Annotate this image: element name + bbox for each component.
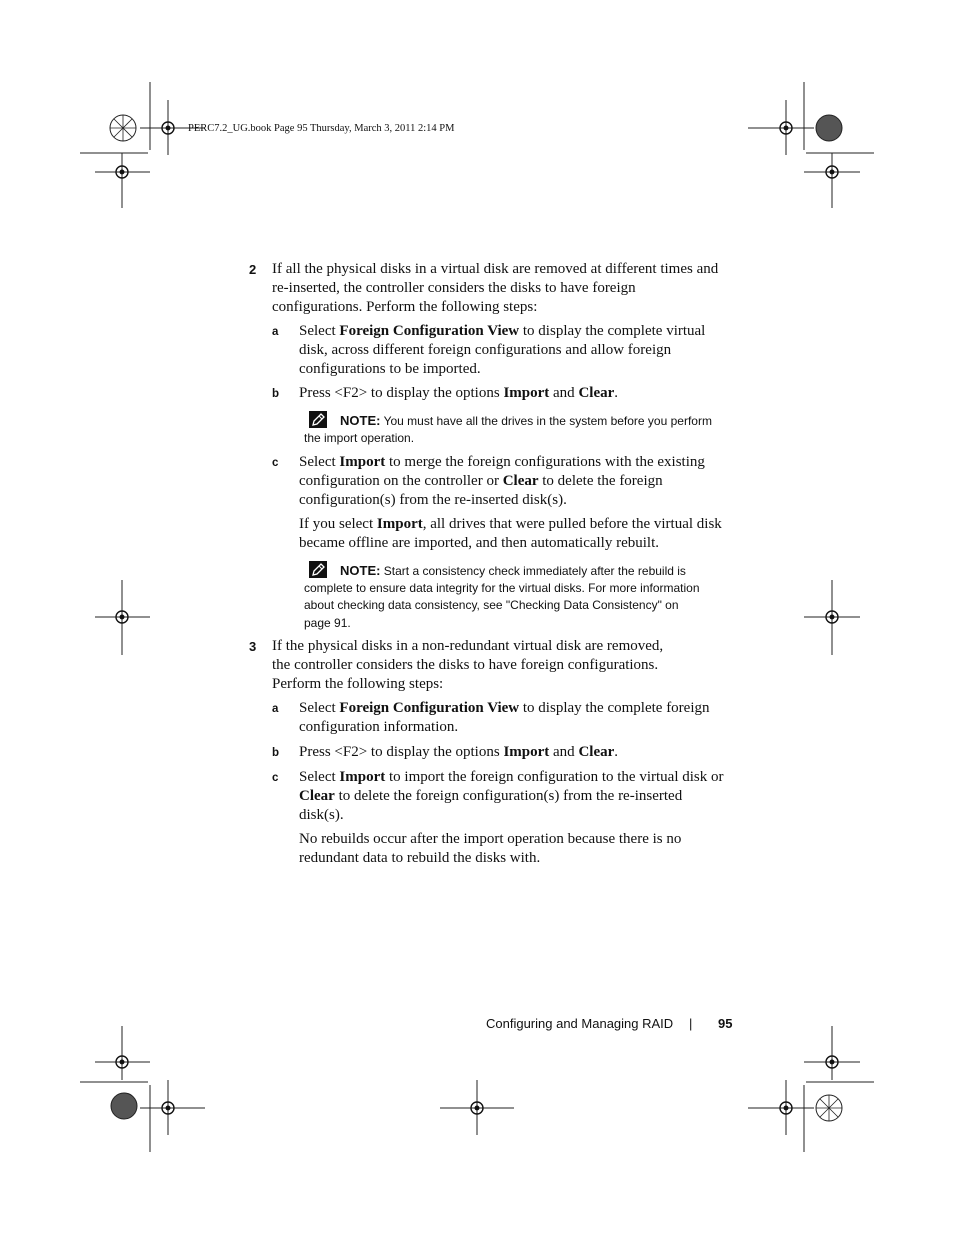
footer-separator: | [689,1016,693,1031]
note-1: NOTE: You must have all the drives in the system before you perform the import operation. [304,413,712,446]
ui-term: Import [503,385,550,401]
ui-term: Import [503,744,550,760]
ui-term: Clear [502,473,539,489]
substep-letter: b [272,747,280,759]
substep-2b-text: Press <F2> to display the options Import and Clear. [299,385,619,401]
substep-letter: c [272,457,279,469]
substep-3c-followup: No rebuilds occur after the import operation because there is no redundant data to rebuild the disks with. [299,831,682,866]
note-2: NOTE: Start a consistency check immediately after the rebuild is complete to ensure data integrity for the virtual disks. For more information about checking data consistency, see "Checking Data Consistency" on page 91. [304,563,700,630]
text-line: If all the physical disks in a virtual disk are removed at different times and [272,261,719,277]
step-number: 3 [249,639,257,654]
note-label: NOTE: [340,563,381,578]
substep-2a-text: Select Foreign Configuration View to display the complete virtual disk, across different foreign configurations and allow foreign configurations to be imported. [299,323,706,377]
ui-term: Foreign Configuration View [339,700,520,716]
ui-term: Import [339,454,386,470]
ui-term: Foreign Configuration View [339,323,520,339]
substep-3c-text: Select Import to import the foreign configuration to the virtual disk or Clear to delete the foreign configuration(s) from the re-inserted disk(s). [299,769,724,823]
text-line: If the physical disks in a non-redundant virtual disk are removed, [272,638,664,654]
substep-letter: a [272,703,279,715]
substep-letter: b [272,388,280,400]
text-line: the controller considers the disks to have foreign configurations. [272,657,659,673]
step-number: 2 [249,262,257,277]
ui-term: Import [339,769,386,785]
text-line: re-inserted, the controller considers the disks to have foreign [272,280,636,296]
ui-term: Clear [578,744,615,760]
substep-letter: a [272,326,279,338]
substep-2c-followup: If you select Import, all drives that were pulled before the virtual disk became offline are imported, and then automatically rebuilt. [299,516,722,551]
substep-3b-text: Press <F2> to display the options Import and Clear. [299,744,619,760]
footer-section-title: Configuring and Managing RAID [486,1016,674,1031]
ui-term: Clear [578,385,615,401]
ui-term: Clear [299,788,335,804]
text-line: configurations. Perform the following steps: [272,299,538,315]
substep-3a-text: Select Foreign Configuration View to display the complete foreign configuration information. [299,700,710,735]
book-info-header: PERC7.2_UG.book Page 95 Thursday, March 3, 2011 2:14 PM [188,123,455,134]
substep-letter: c [272,772,279,784]
text-line: Perform the following steps: [272,676,444,692]
substep-2c-text: Select Import to merge the foreign configurations with the existing configuration on the controller or Clear to delete the foreign configuration(s) from the re-inserted disk(s). [299,454,705,508]
step-2-text [272,260,718,317]
ui-term: Import [376,516,423,532]
note-label: NOTE: [340,413,381,428]
page-number: 95 [718,1016,733,1031]
step-3-text [272,637,663,694]
